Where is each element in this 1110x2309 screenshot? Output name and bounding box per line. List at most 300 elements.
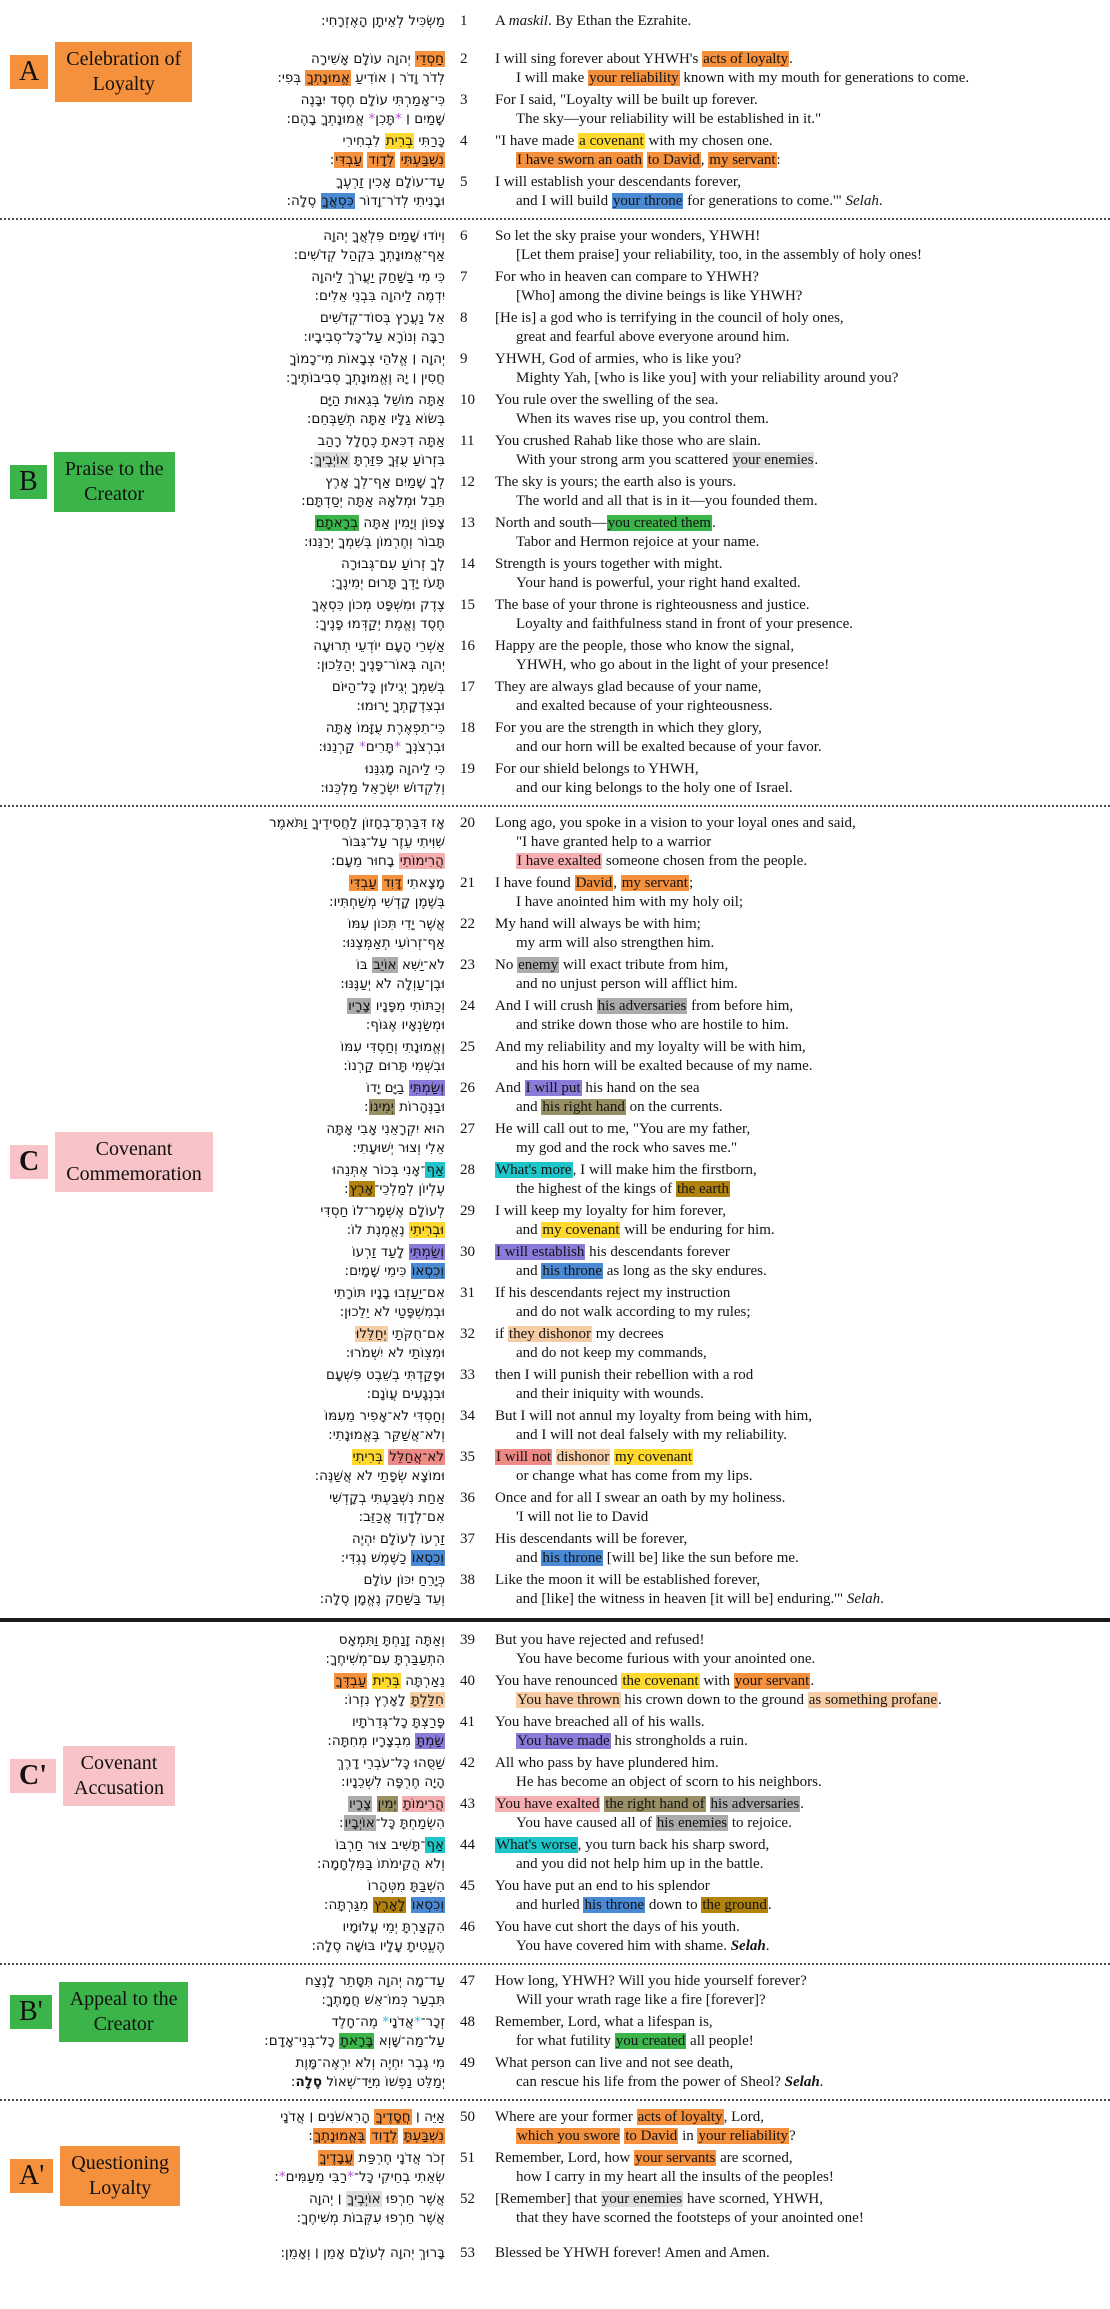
text-segment: and our king belongs to the holy one of Israel. <box>516 780 793 796</box>
text-segment: חֲסִין ׀ יָהּ וֶאֱמוּנָתְךָ סְבִיבוֹתֶיךָ: <box>285 370 445 386</box>
highlight-lightgray: your enemies <box>601 2191 683 2207</box>
highlight-blue: וְכִסְאוֹ <box>411 1263 444 1279</box>
text-segment: : <box>329 152 335 168</box>
text-segment: You have put an end to his splendor <box>495 1878 710 1894</box>
text-segment: בְּפִי: <box>277 70 306 86</box>
verse-line <box>0 328 445 347</box>
text-segment: . <box>880 1591 884 1607</box>
text-segment: : <box>338 1815 344 1831</box>
text-segment: A <box>495 13 509 29</box>
text-segment: וּבִנְגָעִים עֲוֹנָם: <box>366 1386 445 1402</box>
verse-line <box>0 1426 445 1445</box>
highlight-orange: עַבְדֶּךָ <box>335 1673 367 1689</box>
highlight-cyan: אַף <box>426 1837 444 1853</box>
english-text <box>495 1713 1110 1751</box>
verse-line <box>495 738 1110 757</box>
hebrew-text <box>0 309 445 347</box>
verse-line <box>495 2190 1110 2209</box>
text-segment: Mighty Yah, [who is like you] with your reliability around you? <box>516 370 899 386</box>
hebrew-text <box>0 874 445 912</box>
verse-number: 13 <box>460 515 475 531</box>
dotted-section-divider <box>0 2099 1110 2101</box>
verse-line <box>0 1038 445 1057</box>
text-segment: And my reliability and my loyalty will be with him, <box>495 1039 806 1055</box>
text-segment: חֶסֶד וֶאֱמֶת יְקַדְּמוּ פָנֶיךָ: <box>314 616 445 632</box>
text-segment: He has become an object of scorn to his neighbors. <box>516 1774 822 1790</box>
verse-line <box>495 1325 1110 1344</box>
text-segment: Remember, Lord, how <box>495 2150 634 2166</box>
text-segment: if <box>495 1326 508 1342</box>
text-segment: maskil <box>508 13 548 29</box>
hebrew-text <box>0 997 445 1035</box>
text-segment: וּמִצְוֹתַי לֹא יִשְׁמֹרוּ: <box>345 1345 445 1361</box>
verse-line <box>0 1590 445 1609</box>
text-segment: יְהוָה ׀ אֱלֹהֵי צְבָאוֹת מִי־כָמוֹךָ <box>289 351 445 367</box>
text-segment: , I will make him the firstborn, <box>572 1162 757 1178</box>
highlight-orange: your servant <box>734 1673 810 1689</box>
text-segment: שָׁמַיִם ׀ <box>401 111 445 127</box>
highlight-lightgray: אוֹיְבֶיךָ <box>346 2191 381 2207</box>
text-segment: תִּבְעַר כְּמוֹ־אֵשׁ חֲמָתֶךָ: <box>321 1992 445 2008</box>
dotted-section-divider <box>0 805 1110 807</box>
highlight-peach: You have thrown <box>517 1692 620 1708</box>
text-segment: [will be] like the sun before me. <box>603 1550 799 1566</box>
english-text <box>495 2244 1110 2263</box>
verse-line <box>495 1530 1110 1549</box>
section-label-A <box>10 42 192 102</box>
verse-number: 31 <box>460 1285 475 1301</box>
text-segment: שְׂאֵתִי בְחֵיקִי כָּל־ <box>354 2169 445 2185</box>
verse-number: 2 <box>460 51 468 67</box>
hebrew-text <box>0 1571 445 1609</box>
text-segment: And <box>495 1080 525 1096</box>
verse-line <box>0 1631 445 1650</box>
english-text <box>495 1366 1110 1404</box>
verse-line <box>495 309 1110 328</box>
verse-line <box>0 1877 445 1896</box>
text-segment <box>706 1796 710 1812</box>
verse-line <box>495 956 1110 975</box>
verse-line <box>495 1385 1110 1404</box>
verse-row-15 <box>0 596 1110 634</box>
hebrew-text <box>0 1366 445 1404</box>
text-segment: לָאָרֶץ נִזְרוֹ: <box>343 1692 410 1708</box>
hebrew-text <box>0 1918 445 1956</box>
verse-row-22 <box>0 915 1110 953</box>
verse-line <box>0 391 445 410</box>
text-segment: אַשְׁרֵי הָעָם יוֹדְעֵי תְרוּעָה <box>313 638 445 654</box>
highlight-orange: דָּוִד <box>383 875 402 891</box>
highlight-gray: his adversaries <box>597 998 687 1014</box>
verse-number: 24 <box>460 998 475 1014</box>
highlight-orange: לְדָוִד <box>368 152 395 168</box>
text-segment: 'I will not lie to David <box>516 1509 649 1525</box>
verse-line <box>0 309 445 328</box>
verse-number: 51 <box>460 2150 475 2166</box>
verse-line <box>0 514 445 533</box>
verse-line <box>0 2209 445 2228</box>
highlight-orange: David <box>575 875 613 891</box>
text-segment: have scorned, YHWH, <box>683 2191 823 2207</box>
text-segment: תָּרִים <box>365 739 395 755</box>
text-segment: וּמוֹצָא שְׂפָתַי לֹא אֲשַׁנֶּה: <box>314 1468 445 1484</box>
section-B <box>0 227 1110 798</box>
verse-number: 20 <box>460 815 475 831</box>
highlight-pink: הֲרִימוֹתָ <box>402 1796 444 1812</box>
english-text <box>495 1530 1110 1568</box>
verse-line <box>0 1202 445 1221</box>
verse-line <box>495 1016 1110 1035</box>
verse-line <box>0 1650 445 1669</box>
verse-number: 16 <box>460 638 475 654</box>
text-segment: הִקְצַרְתָּ יְמֵי עֲלוּמָיו <box>342 1919 445 1935</box>
verse-row-37 <box>0 1530 1110 1568</box>
verse-row-24 <box>0 997 1110 1035</box>
text-segment: Selah <box>846 1591 881 1607</box>
verse-line <box>495 678 1110 697</box>
verse-line <box>495 697 1110 716</box>
text-segment: וּבְמִשְׁפָּטַי לֹא יֵלֵכוּן: <box>339 1304 445 1320</box>
verse-line <box>0 637 445 656</box>
verse-line <box>495 555 1110 574</box>
text-segment: עַל־מַה־שָּׁוְא <box>374 2033 445 2049</box>
highlight-green: בָּרָאתָ <box>340 2033 374 2049</box>
section-C <box>0 814 1110 1609</box>
verse-line <box>495 814 1110 833</box>
hebrew-text <box>0 2108 445 2146</box>
text-segment: Strength is yours together with might. <box>495 556 723 572</box>
english-text <box>495 1325 1110 1363</box>
highlight-gray: his adversaries <box>710 1796 800 1812</box>
verse-number: 43 <box>460 1796 475 1812</box>
text-segment: הָיָה חֶרְפָּה לִשְׁכֵנָיו: <box>341 1774 445 1790</box>
text-segment: Your hand is powerful, your right hand exalted. <box>516 575 801 591</box>
text-segment: : <box>308 2128 313 2144</box>
highlight-red: לֹא־אֲחַלֵּל <box>389 1449 444 1465</box>
verse-line <box>495 391 1110 410</box>
highlight-orange: עֲבָדֶיךָ <box>319 2150 354 2166</box>
text-segment: and [like] the witness in heaven [it will be] enduring.'" <box>516 1591 847 1607</box>
verse-line <box>0 1284 445 1303</box>
verse-line <box>0 833 445 852</box>
verse-row-4 <box>0 132 1110 170</box>
text-segment: You have cut short the days of his youth. <box>495 1919 740 1935</box>
verse-line <box>0 1079 445 1098</box>
verse-line <box>495 656 1110 675</box>
text-segment: and do not keep my commands, <box>516 1345 707 1361</box>
english-text <box>495 1284 1110 1322</box>
hebrew-text <box>0 678 445 716</box>
verse-number: 50 <box>460 2109 475 2125</box>
text-segment: , <box>613 875 621 891</box>
highlight-yellow: my covenant <box>542 1222 620 1238</box>
verse-line <box>0 1571 445 1590</box>
verse-line <box>495 1855 1110 1874</box>
verse-number: 36 <box>460 1490 475 1506</box>
verse-row-9 <box>0 350 1110 388</box>
text-segment: [Let them praise] your reliability, too, in the assembly of holy ones! <box>516 247 923 263</box>
verse-line <box>495 637 1110 656</box>
english-text <box>495 596 1110 634</box>
verse-number: 27 <box>460 1121 475 1137</box>
text-segment: But you have rejected and refused! <box>495 1632 705 1648</box>
highlight-orange: נִשְׁבַּעְתִּי <box>400 152 444 168</box>
text-segment: For you are the strength in which they glory, <box>495 720 762 736</box>
text-segment: תָּבוֹר וְחֶרְמוֹן בְּשִׁמְךָ יְרַנֵּנוּ: <box>304 534 445 550</box>
english-text <box>495 1202 1110 1240</box>
hebrew-text <box>0 12 445 31</box>
highlight-pink: הֲרִימוֹתִי <box>399 853 444 869</box>
hebrew-text <box>0 760 445 798</box>
verse-table <box>0 12 1110 2263</box>
verse-line <box>0 1407 445 1426</box>
text-segment: : <box>344 1181 349 1197</box>
verse-line <box>0 1243 445 1262</box>
text-segment: תָּעֹז יָדְךָ תָּרוּם יְמִינֶךָ: <box>330 575 445 591</box>
verse-line <box>495 328 1110 347</box>
verse-row-7 <box>0 268 1110 306</box>
verse-number: 41 <box>460 1714 475 1730</box>
text-segment: בָּרוּךְ יְהוָה לְעוֹלָם אָמֵן ׀ וְאָמֵן: <box>280 2245 445 2261</box>
text-segment: וְלִקְדוֹשׁ יִשְׂרָאֵל מַלְכֵּנוּ: <box>320 780 445 796</box>
text-segment: . <box>878 193 883 209</box>
text-segment: for generations to come.'" <box>683 193 846 209</box>
english-text <box>495 1079 1110 1117</box>
verse-row-6 <box>0 227 1110 265</box>
verse-line <box>0 1467 445 1486</box>
text-segment: as long as the sky endures. <box>603 1263 767 1279</box>
verse-row-34 <box>0 1407 1110 1445</box>
hebrew-text <box>0 1877 445 1915</box>
english-text <box>495 814 1110 871</box>
text-segment: how I carry in my heart all the insults of the peoples! <box>516 2169 834 2185</box>
verse-line <box>495 2149 1110 2168</box>
text-segment: תֵּבֵל וּמְלֹאָהּ אַתָּה יְסַדְתָּם: <box>301 493 445 509</box>
verse-line <box>495 1691 1110 1710</box>
english-text <box>495 1571 1110 1609</box>
text-segment: לֹא־יַשִּׁא <box>397 957 445 973</box>
text-segment: אַיֵּה ׀ <box>411 2109 445 2125</box>
verse-number: 29 <box>460 1203 475 1219</box>
verse-line <box>495 1590 1110 1609</box>
verse-line <box>0 555 445 574</box>
verse-line <box>0 893 445 912</box>
english-text <box>495 555 1110 593</box>
verse-line <box>0 779 445 798</box>
verse-number: 10 <box>460 392 475 408</box>
verse-line <box>495 1795 1110 1814</box>
english-text <box>495 1918 1110 1956</box>
text-segment: all people! <box>686 2033 754 2049</box>
verse-number: 28 <box>460 1162 475 1178</box>
verse-line <box>495 1877 1110 1896</box>
verse-row-1 <box>0 12 1110 31</box>
english-text <box>495 760 1110 798</box>
highlight-peach: יְחַלֵּלוּ <box>355 1326 387 1342</box>
highlight-darkgold: אָרֶץ <box>349 1181 374 1197</box>
text-segment: אַף־זְרוֹעִי תְאַמְּצֶנּוּ: <box>341 935 445 951</box>
verse-line <box>0 760 445 779</box>
verse-row-19 <box>0 760 1110 798</box>
highlight-purple: שַׂמְתָּ <box>416 1733 444 1749</box>
english-text <box>495 874 1110 912</box>
highlight-yellow: וּבְרִיתִי <box>409 1222 444 1238</box>
text-segment: הִשְׂמַחְתָּ כָּל־ <box>375 1815 445 1831</box>
verse-line <box>0 192 445 211</box>
verse-line <box>495 2108 1110 2127</box>
verse-line <box>0 1366 445 1385</box>
section-title: Covenant Accusation <box>63 1746 175 1806</box>
english-text <box>495 2190 1110 2228</box>
verse-line <box>495 874 1110 893</box>
verse-line <box>495 1243 1110 1262</box>
verse-number: 45 <box>460 1878 475 1894</box>
text-segment: לְדֹר וָדֹר ׀ אוֹדִיעַ <box>350 70 445 86</box>
verse-number: 19 <box>460 761 475 777</box>
text-segment: ׀ יְהוָה <box>308 2191 346 2207</box>
verse-line <box>495 369 1110 388</box>
highlight-orange: נִשְׁבַּעְתָּ <box>403 2128 444 2144</box>
text-segment: וּבֶן־עַוְלָה לֹא יְעַנֶּנּוּ: <box>340 976 445 992</box>
verse-line <box>0 1855 445 1874</box>
text-segment: וְעֵד בַּשַּׁחַק נֶאֱמָן סֶלָה: <box>319 1591 445 1607</box>
verse-number: 11 <box>460 433 475 449</box>
text-segment: my god and the rock who saves me." <box>516 1140 738 1156</box>
verse-line <box>0 2073 445 2092</box>
text-segment: אַתָּה מוֹשֵׁל בְּגֵאוּת הַיָּם <box>319 392 445 408</box>
highlight-orange: your reliability <box>698 2128 789 2144</box>
text-segment: אִם־לְדָוִד אֲכַזֵּב: <box>358 1509 445 1525</box>
english-text <box>495 915 1110 953</box>
text-segment: וְכַתּוֹתִי מִפָּנָיו <box>371 998 445 1014</box>
verse-line <box>0 1937 445 1956</box>
verse-row-23 <box>0 956 1110 994</box>
text-segment: Once and for all I swear an oath by my holiness. <box>495 1490 786 1506</box>
verse-line <box>495 1918 1110 1937</box>
hebrew-text <box>0 227 445 265</box>
highlight-orange: acts of loyalty <box>703 51 789 67</box>
verse-line <box>495 451 1110 470</box>
text-segment: and I will not deal falsely with my reliability. <box>516 1427 788 1443</box>
section-label-C <box>10 1132 213 1192</box>
text-segment: his crown down to the ground <box>620 1692 808 1708</box>
text-segment: Where are your former <box>495 2109 637 2125</box>
highlight-darkgold: the ground <box>702 1897 767 1913</box>
highlight-orange: your reliability <box>589 70 679 86</box>
verse-line <box>495 1467 1110 1486</box>
verse-line <box>495 1508 1110 1527</box>
verse-line <box>495 1139 1110 1158</box>
section-title: Celebration of Loyalty <box>55 42 192 102</box>
text-segment: with <box>699 1673 734 1689</box>
text-segment: and <box>516 1550 542 1566</box>
verse-row-30 <box>0 1243 1110 1281</box>
highlight-red: I will not <box>496 1449 551 1465</box>
verse-line <box>495 1038 1110 1057</box>
verse-line <box>495 1262 1110 1281</box>
section-label-C2 <box>10 1746 175 1806</box>
english-text <box>495 1754 1110 1792</box>
text-segment: לְעוֹלָם אֶשְׁמָר־לוֹ חַסְדִּי <box>320 1203 445 1219</box>
text-segment: אֲדֹנָי <box>389 2014 414 2030</box>
verse-line <box>495 473 1110 492</box>
text-segment: You have become furious with your anointed one. <box>516 1651 816 1667</box>
highlight-purple: וְשַׂמְתִּי <box>409 1244 444 1260</box>
verse-line <box>495 1202 1110 1221</box>
text-segment: לְךָ זְרוֹעַ עִם־גְּבוּרָה <box>341 556 445 572</box>
verse-number: 7 <box>460 269 468 285</box>
verse-number: 30 <box>460 1244 475 1260</box>
verse-line <box>495 287 1110 306</box>
verse-line <box>495 2032 1110 2051</box>
variant-asterisk: * <box>394 739 401 755</box>
text-segment: וּבְצִדְקָתְךָ יָרוּמוּ: <box>356 698 445 714</box>
text-segment: and no unjust person will afflict him. <box>516 976 738 992</box>
verse-line <box>0 350 445 369</box>
verse-row-17 <box>0 678 1110 716</box>
verse-line <box>495 852 1110 871</box>
highlight-gray: אוֹיֵב <box>373 957 397 973</box>
text-segment: I have found <box>495 875 575 891</box>
section-letter: C <box>10 1145 48 1179</box>
section-title: Appeal to the Creator <box>59 1982 189 2042</box>
variant-asterisk: * <box>368 111 376 127</box>
text-segment: For I said, "Loyalty will be built up forever. <box>495 92 758 108</box>
verse-number: 25 <box>460 1039 475 1055</box>
hebrew-text <box>0 1489 445 1527</box>
verse-line <box>0 432 445 451</box>
english-text <box>495 50 1110 88</box>
highlight-lightgray: your enemies <box>733 452 814 468</box>
verse-row-31 <box>0 1284 1110 1322</box>
section-letter: A <box>10 55 48 89</box>
variant-asterisk: * <box>358 739 366 755</box>
text-segment: on the currents. <box>625 1099 723 1115</box>
verse-row-21 <box>0 874 1110 912</box>
text-segment: מֶה־חָלֶד <box>331 2014 383 2030</box>
text-segment: and exalted because of your righteousness. <box>516 698 773 714</box>
english-text <box>495 514 1110 552</box>
verse-number: 33 <box>460 1367 475 1383</box>
verse-row-18 <box>0 719 1110 757</box>
verse-line <box>495 2013 1110 2032</box>
text-segment: הִשְׁבַּתָּ מִטְּהָרוֹ <box>367 1878 445 1894</box>
text-segment: I will make <box>516 70 589 86</box>
verse-row-53 <box>0 2244 1110 2263</box>
highlight-orange: your servants <box>634 2150 716 2166</box>
text-segment: וְלֹא הֲקֵימֹתוֹ בַּמִּלְחָמָה: <box>316 1856 445 1872</box>
english-text <box>495 132 1110 170</box>
text-segment: לְךָ שָׁמַיִם אַף־לְךָ אָרֶץ <box>325 474 445 490</box>
text-segment: . <box>814 452 819 468</box>
highlight-orange: אֱמוּנָתְךָ <box>306 70 350 86</box>
verse-line <box>0 2108 445 2127</box>
highlight-gray: צָרָיו <box>349 1796 372 1812</box>
verse-line <box>0 1303 445 1322</box>
text-segment: Selah <box>730 1938 766 1954</box>
verse-line <box>495 50 1110 69</box>
verse-line <box>495 1407 1110 1426</box>
hebrew-text <box>0 1631 445 1669</box>
english-text <box>495 91 1110 129</box>
verse-line <box>495 1120 1110 1139</box>
text-segment: You have covered him with shame. <box>516 1938 731 1954</box>
text-segment: How long, YHWH? Will you hide yourself forever? <box>495 1973 807 1989</box>
verse-line <box>0 874 445 893</box>
text-segment: No <box>495 957 518 973</box>
text-segment: With your strong arm you scattered <box>516 452 733 468</box>
text-segment: מִבְצָרָיו מְחִתָּה: <box>327 1733 416 1749</box>
